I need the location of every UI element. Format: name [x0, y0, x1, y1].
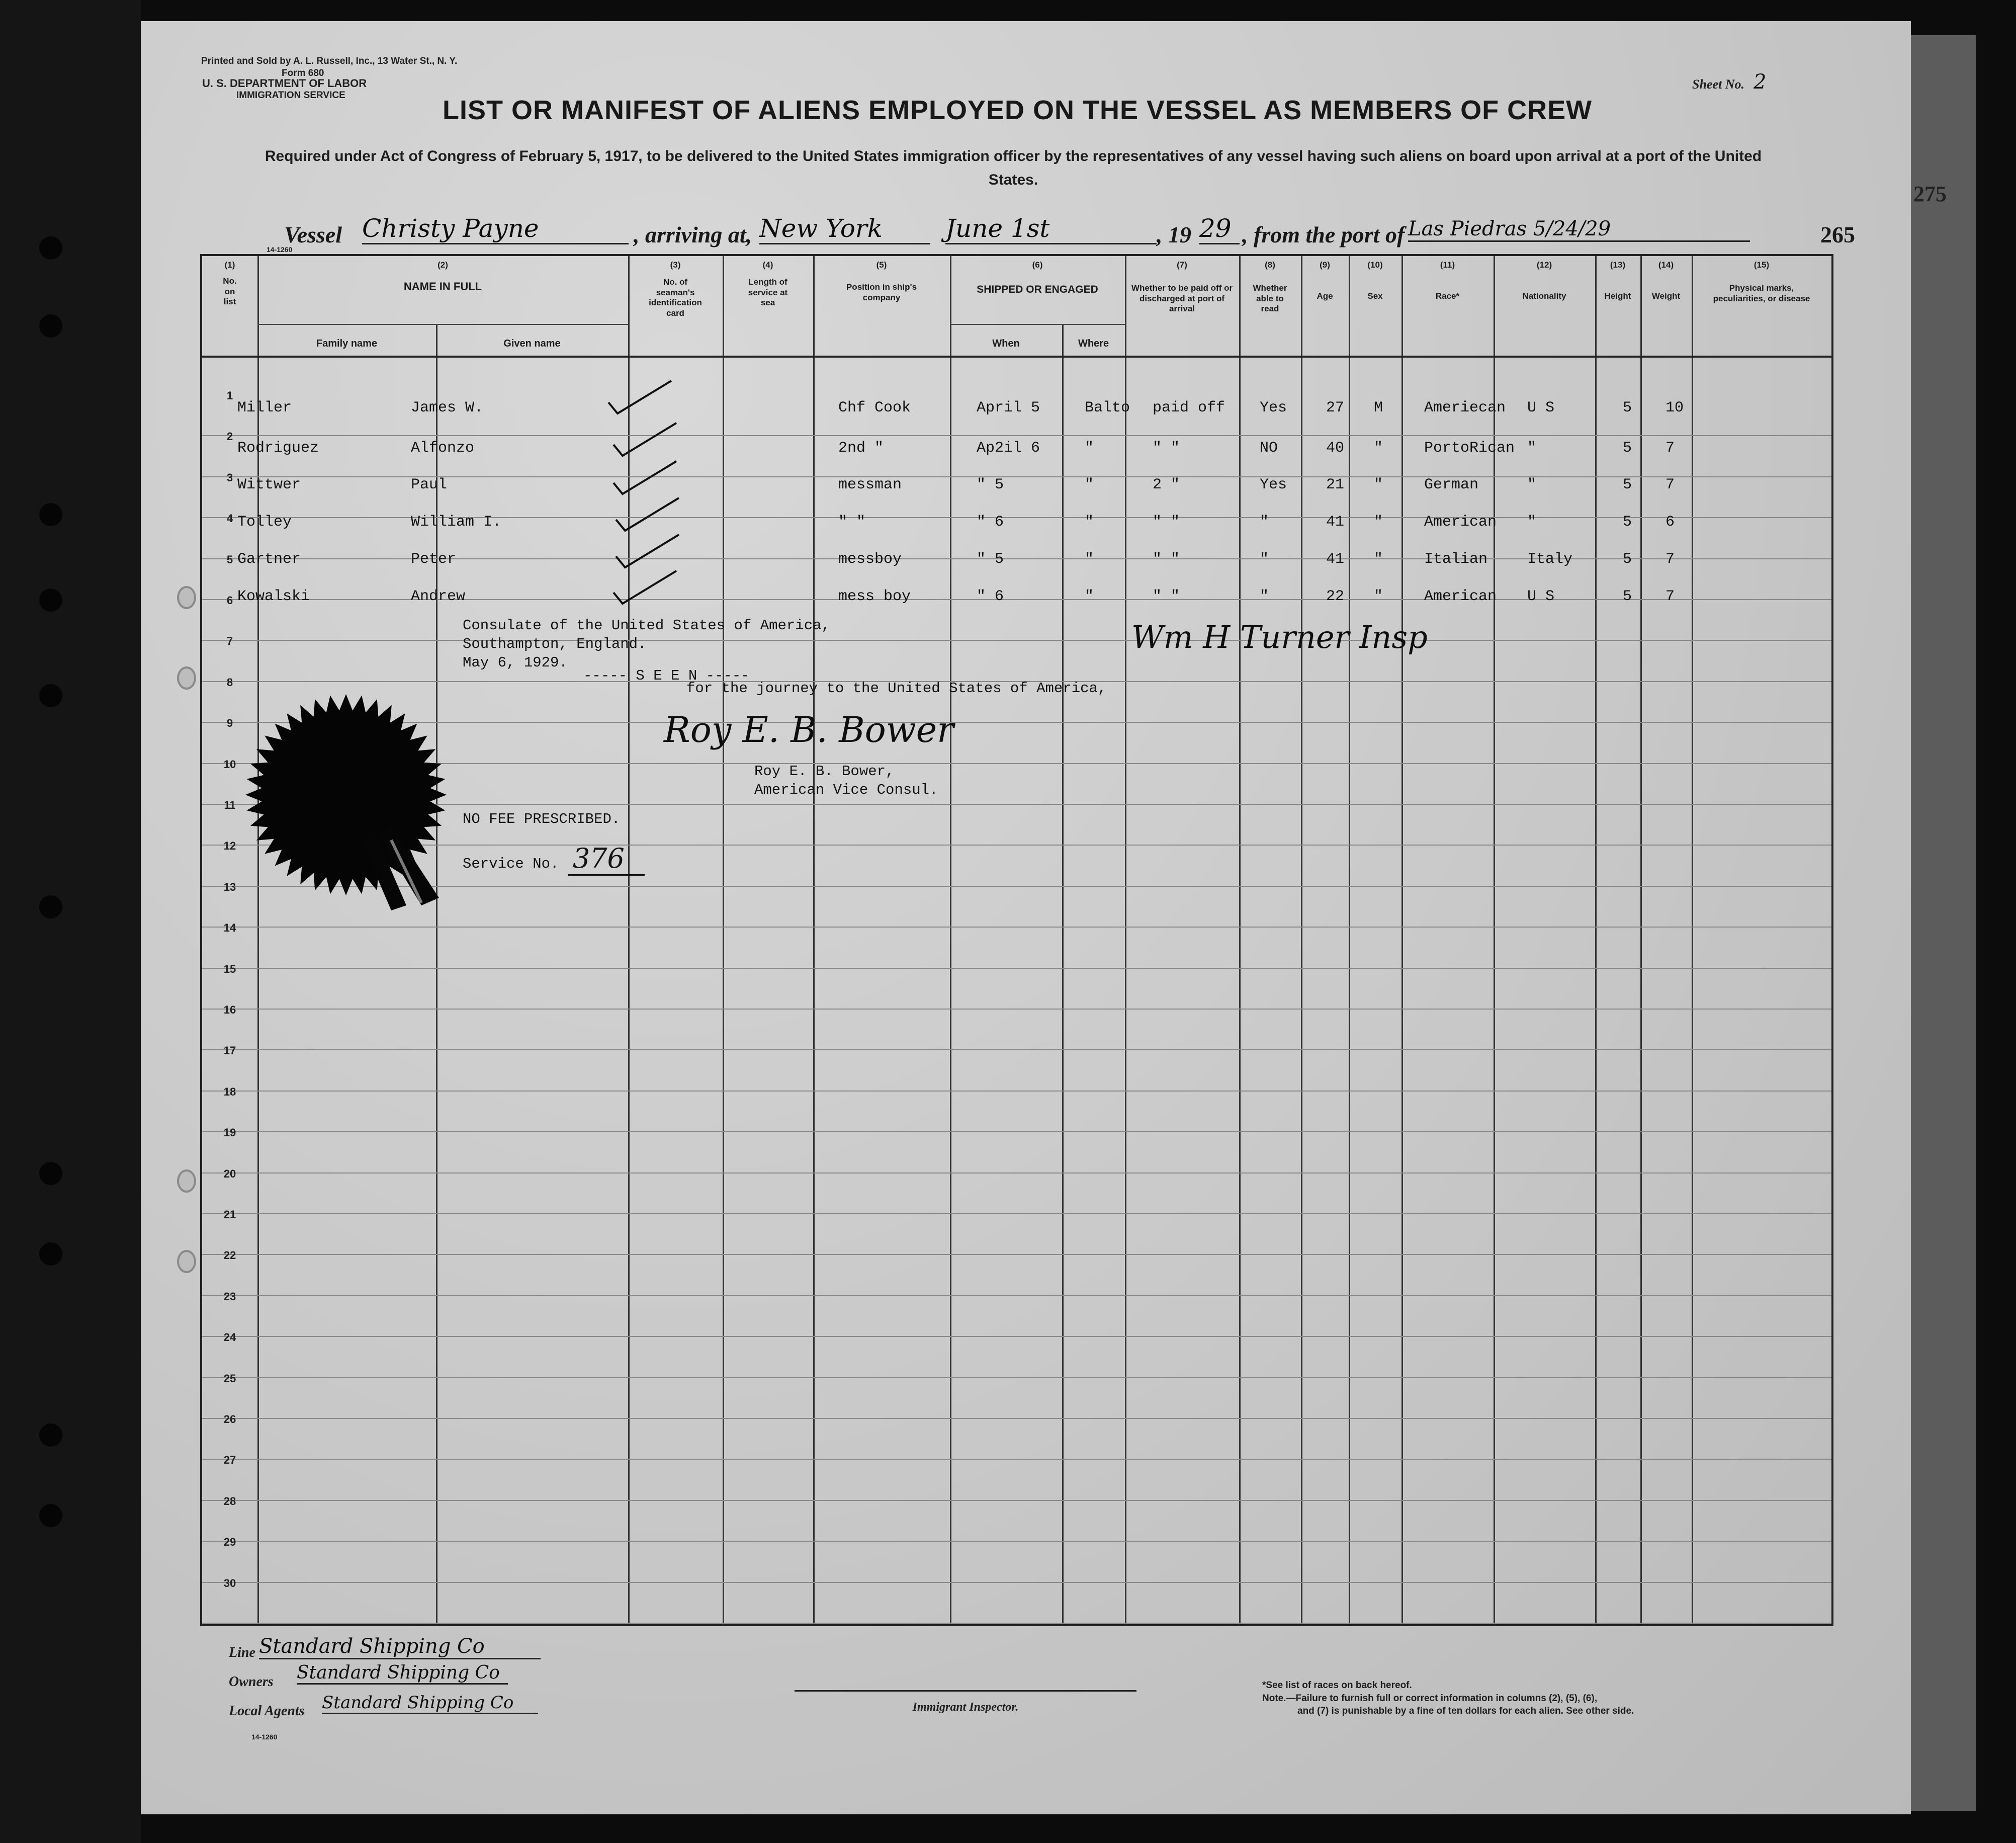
header-col-label: Weight	[1651, 291, 1681, 301]
cell-sex: "	[1374, 440, 1383, 457]
seen-stamp: ----- S E E N -----	[583, 667, 750, 684]
row-number: 14	[223, 922, 236, 935]
header-col-label: Nationality	[1522, 291, 1566, 301]
cell-where: "	[1085, 476, 1094, 493]
binder-hole	[39, 684, 62, 707]
punch-ring	[177, 1169, 196, 1193]
cell-age: 41	[1326, 514, 1345, 531]
arriving-label: , arriving at,	[634, 222, 752, 247]
cell-height: 5	[1623, 440, 1632, 457]
cell-read: "	[1260, 514, 1269, 531]
row-rule	[202, 1377, 1831, 1378]
owners-label: Owners	[229, 1674, 274, 1690]
header-col-number: (9)	[1320, 260, 1330, 270]
cell-position: messboy	[838, 551, 902, 568]
header-read	[1239, 260, 1301, 314]
cell-sex: "	[1374, 476, 1383, 493]
row-number: 19	[223, 1126, 236, 1139]
cell-given: Andrew	[411, 588, 466, 605]
form-label: Form 680	[282, 68, 324, 78]
binder-hole	[39, 236, 62, 260]
header-col-label: No. of seaman's identification card	[649, 277, 702, 318]
row-number: 7	[226, 635, 233, 648]
header-physical-marks	[1692, 260, 1831, 304]
header-col-number: (5)	[876, 260, 887, 270]
col-divider	[1301, 256, 1302, 1624]
cell-given: Alfonzo	[411, 440, 475, 457]
cell-height: 5	[1623, 476, 1632, 493]
header-subdivider	[950, 324, 1125, 325]
row-rule	[202, 1172, 1831, 1174]
cell-race: Italian	[1424, 551, 1488, 568]
cell-when: " 6	[977, 588, 1004, 605]
cell-position: " "	[838, 514, 866, 531]
header-col-label: NAME IN FULL	[403, 280, 482, 293]
header-col-number: (13)	[1610, 260, 1626, 270]
row-number: 6	[226, 594, 233, 607]
binder-hole	[39, 1423, 62, 1447]
col-divider	[1595, 256, 1597, 1624]
header-age	[1301, 260, 1349, 302]
header-col-number: (6)	[1032, 260, 1043, 270]
binder-hole	[39, 1504, 62, 1527]
consulate-date: May 6, 1929.	[463, 654, 568, 672]
cell-age: 40	[1326, 440, 1345, 457]
cell-weight: 7	[1666, 551, 1675, 568]
checkmark-icon	[611, 495, 681, 536]
wax-seal-icon	[240, 689, 452, 931]
row-number: 30	[223, 1576, 236, 1589]
row-number: 1	[226, 389, 233, 402]
cell-family: Gartner	[237, 551, 301, 568]
row-rule	[202, 968, 1831, 969]
checkmark-icon	[608, 568, 679, 609]
agents-value: Standard Shipping Co	[322, 1693, 538, 1714]
header-col-number: (2)	[437, 260, 448, 270]
cell-nationality: "	[1527, 440, 1537, 457]
header-col-number: (4)	[762, 260, 773, 270]
row-number: 25	[223, 1372, 236, 1385]
header-col-number: (1)	[224, 260, 235, 270]
consulate-endorsement	[463, 616, 830, 672]
col-divider	[1125, 256, 1126, 1624]
printer-line: Printed and Sold by A. L. Russell, Inc., 13 Water St., N. Y.	[201, 56, 458, 66]
header-col-number: (12)	[1536, 260, 1552, 270]
header-col-number: (3)	[670, 260, 681, 270]
col-divider	[257, 256, 259, 1624]
form-number: 265	[1820, 222, 1855, 247]
row-rule	[202, 640, 1831, 641]
cell-when: " 5	[977, 476, 1004, 493]
header-no	[202, 260, 257, 307]
cell-age: 41	[1326, 551, 1345, 568]
row-rule	[202, 1582, 1831, 1583]
cell-family: Miller	[237, 399, 292, 416]
vessel-name: Christy Payne	[362, 214, 629, 244]
header-race	[1401, 260, 1494, 302]
row-number: 10	[223, 758, 236, 771]
service-label: IMMIGRATION SERVICE	[236, 90, 345, 101]
header-col-number: (10)	[1367, 260, 1383, 270]
cell-given: Peter	[411, 551, 457, 568]
cell-read: "	[1260, 551, 1269, 568]
cell-position: Chf Cook	[838, 399, 911, 416]
row-rule	[202, 1336, 1831, 1337]
row-number: 3	[226, 471, 233, 484]
row-number: 28	[223, 1494, 236, 1507]
header-col-label: Height	[1604, 291, 1631, 301]
cell-height: 5	[1623, 514, 1632, 531]
col-divider	[1349, 256, 1350, 1624]
cell-weight: 10	[1666, 399, 1684, 416]
row-number: 13	[223, 880, 236, 893]
service-number	[463, 843, 645, 874]
cell-paid: " "	[1153, 588, 1180, 605]
consul-block	[754, 762, 938, 799]
cell-weight: 7	[1666, 440, 1675, 457]
cell-weight: 6	[1666, 514, 1675, 531]
cell-read: Yes	[1260, 476, 1287, 493]
col-divider	[1692, 256, 1693, 1624]
cell-race: American	[1424, 514, 1497, 531]
row-number: 12	[223, 840, 236, 853]
binder-hole	[39, 314, 62, 338]
row-rule	[202, 1131, 1831, 1132]
header-col-label: Race*	[1435, 291, 1460, 301]
back-page-number: 275	[1913, 182, 1947, 206]
cell-nationality: U S	[1527, 588, 1555, 605]
year-value: 29	[1199, 214, 1240, 244]
row-rule	[202, 1213, 1831, 1214]
punch-ring	[177, 666, 196, 690]
cell-race: American	[1424, 588, 1497, 605]
col-divider	[813, 256, 815, 1624]
row-rule	[202, 1418, 1831, 1419]
col-divider	[1494, 256, 1495, 1624]
row-number: 22	[223, 1249, 236, 1262]
cell-paid: " "	[1153, 514, 1180, 531]
row-number: 21	[223, 1208, 236, 1221]
cell-where: "	[1085, 514, 1094, 531]
cell-paid: " "	[1153, 551, 1180, 568]
header-shipped	[950, 260, 1125, 296]
footer-notes	[1262, 1679, 1634, 1718]
row-number: 5	[226, 553, 233, 566]
cell-age: 22	[1326, 588, 1345, 605]
form-code: 14-1260	[267, 245, 293, 254]
row-number: 20	[223, 1167, 236, 1180]
row-number: 9	[226, 717, 233, 730]
sheet-number-label: Sheet No.	[1692, 77, 1744, 92]
page-title: LIST OR MANIFEST OF ALIENS EMPLOYED ON THE VESSEL AS MEMBERS OF CREW	[443, 95, 1593, 125]
cell-sex: "	[1374, 551, 1383, 568]
line-value: Standard Shipping Co	[259, 1635, 541, 1659]
header-bottom-rule	[202, 356, 1831, 358]
header-service-length	[723, 260, 813, 308]
arriving-port: New York	[759, 214, 930, 244]
cell-when: " 5	[977, 551, 1004, 568]
fine-note-cont: and (7) is punishable by a fine of ten dollars for each alien. See other side.	[1297, 1706, 1634, 1717]
cell-when: Ap2il 6	[977, 440, 1040, 457]
cell-sex: "	[1374, 588, 1383, 605]
row-rule	[202, 1500, 1831, 1501]
cell-where: "	[1085, 551, 1094, 568]
cell-nationality: U S	[1527, 399, 1555, 416]
race-note: *See list of races on back hereof.	[1262, 1680, 1412, 1691]
row-number: 4	[226, 512, 233, 525]
cell-paid: " "	[1153, 440, 1180, 457]
vessel-label: Vessel	[284, 222, 342, 247]
sheet-number	[1692, 70, 1766, 94]
binder-hole	[39, 1162, 62, 1185]
back-sheet-edge	[1911, 35, 1976, 1811]
cell-family: Tolley	[237, 514, 292, 531]
cell-given: James W.	[411, 399, 484, 416]
cell-nationality: "	[1527, 514, 1537, 531]
page-subtitle: Required under Act of Congress of February 5, 1917, to be delivered to the United States immigration officer by the representatives of any vessel having such aliens on board upon arrival at a port of the United States.	[265, 148, 1762, 188]
consul-name: Roy E. B. Bower,	[754, 763, 895, 780]
row-rule	[202, 1254, 1831, 1255]
owners-value: Standard Shipping Co	[297, 1662, 508, 1685]
agents-label: Local Agents	[229, 1703, 305, 1719]
col-divider	[1239, 256, 1241, 1624]
cell-sex: "	[1374, 514, 1383, 531]
header-height	[1595, 260, 1640, 302]
checkmark-icon	[611, 532, 681, 572]
header-col-label: Position in ship's company	[846, 282, 917, 302]
cell-position: 2nd "	[838, 440, 884, 457]
sheet-number-value: 2	[1754, 70, 1767, 94]
department-label: U. S. DEPARTMENT OF LABOR	[202, 77, 367, 90]
cell-weight: 7	[1666, 588, 1675, 605]
row-rule	[202, 1295, 1831, 1296]
cell-height: 5	[1623, 588, 1632, 605]
col-divider	[950, 256, 951, 1624]
row-rule	[202, 1541, 1831, 1542]
header-where: Where	[1078, 338, 1109, 349]
cell-family: Wittwer	[237, 476, 301, 493]
header-name	[257, 260, 628, 294]
checkmark-icon	[603, 378, 674, 418]
header-position	[813, 260, 950, 303]
row-number: 29	[223, 1536, 236, 1549]
row-number: 24	[223, 1331, 236, 1344]
header-col-number: (8)	[1265, 260, 1275, 270]
consul-title: American Vice Consul.	[754, 782, 938, 799]
cell-position: mess boy	[838, 588, 911, 605]
year-label: , 19	[1157, 222, 1191, 247]
cell-when: April 5	[977, 399, 1040, 416]
row-rule	[202, 1009, 1831, 1010]
cell-position: messman	[838, 476, 902, 493]
binder-hole	[39, 503, 62, 526]
footer-form-code: 14-1260	[251, 1733, 278, 1741]
row-rule	[202, 1049, 1831, 1050]
header-col-label: Age	[1317, 291, 1333, 301]
service-number-label: Service No.	[463, 856, 559, 872]
cell-where: "	[1085, 440, 1094, 457]
row-number: 26	[223, 1413, 236, 1426]
row-number: 17	[223, 1044, 236, 1057]
header-col-label: Length of service at sea	[748, 277, 788, 308]
inspector-line: Immigrant Inspector.	[795, 1690, 1136, 1714]
cell-family: Rodriguez	[237, 440, 319, 457]
from-port-label: , from the port of	[1242, 222, 1405, 247]
cell-paid: paid off	[1153, 399, 1225, 416]
cell-when: " 6	[977, 514, 1004, 531]
row-number: 23	[223, 1290, 236, 1303]
row-rule	[202, 1459, 1831, 1460]
arrival-date: June 1st	[945, 214, 1157, 244]
binder-hole	[39, 1242, 62, 1266]
journey-text: for the journey to the United States of America,	[686, 680, 1107, 697]
binder-hole	[39, 895, 62, 918]
header-when: When	[992, 338, 1020, 349]
header-col-label: Whether able to read	[1253, 283, 1287, 314]
col-divider	[1401, 256, 1403, 1624]
cell-race: PortoRican	[1424, 440, 1515, 457]
row-rule	[202, 1623, 1831, 1624]
row-number: 18	[223, 1085, 236, 1098]
fine-note: Note.—Failure to furnish full or correct information in columns (2), (5), (6),	[1262, 1693, 1598, 1704]
checkmark-icon	[608, 459, 679, 499]
header-col-number: (11)	[1440, 260, 1455, 270]
cell-read: NO	[1260, 440, 1278, 457]
row-number: 16	[223, 1003, 236, 1016]
consul-signature: Roy E. B. Bower	[664, 709, 954, 750]
manifest-table	[200, 254, 1833, 1626]
cell-given: William I.	[411, 514, 502, 531]
cell-race: Ameriecan	[1424, 399, 1506, 416]
checkmark-icon	[608, 421, 679, 461]
header-given-name: Given name	[503, 338, 561, 349]
cell-race: German	[1424, 476, 1479, 493]
header-col-number: (14)	[1658, 260, 1674, 270]
col-divider	[1640, 256, 1642, 1624]
cell-height: 5	[1623, 399, 1632, 416]
header-col-label: SHIPPED OR ENGAGED	[977, 284, 1098, 296]
header-paid-off	[1125, 260, 1239, 314]
fee-text: NO FEE PRESCRIBED.	[463, 811, 621, 827]
cell-family: Kowalski	[237, 588, 310, 605]
header-col-label: Sex	[1367, 291, 1383, 301]
consulate-line: Southampton, England.	[463, 636, 647, 653]
header-id-card	[628, 260, 723, 318]
row-rule	[202, 1091, 1831, 1092]
header-subdivider	[257, 324, 628, 325]
header-col-number: (15)	[1754, 260, 1770, 270]
punch-ring	[177, 586, 196, 609]
cell-nationality: "	[1527, 476, 1537, 493]
header-col-label: Whether to be paid off or discharged at port of arrival	[1131, 283, 1233, 314]
cell-nationality: Italy	[1527, 551, 1573, 568]
cell-age: 21	[1326, 476, 1345, 493]
cell-given: Paul	[411, 476, 448, 493]
col-divider	[1062, 324, 1064, 1624]
cell-age: 27	[1326, 399, 1345, 416]
header-col-number: (7)	[1177, 260, 1187, 270]
row-rule	[202, 435, 1831, 436]
header-col-label: Physical marks, peculiarities, or disease	[1713, 283, 1810, 303]
header-sex	[1349, 260, 1401, 302]
row-number: 15	[223, 962, 236, 975]
header-family-name: Family name	[316, 338, 378, 349]
cell-where: "	[1085, 588, 1094, 605]
cell-where: Balto	[1085, 399, 1130, 416]
service-number-value: 376	[568, 843, 645, 876]
header-col-label: No. on list	[223, 276, 237, 307]
line-label: Line	[229, 1645, 255, 1660]
header-nationality	[1494, 260, 1595, 302]
cell-read: Yes	[1260, 399, 1287, 416]
row-number: 11	[224, 799, 236, 811]
binder-strip	[0, 0, 141, 1843]
row-number: 8	[226, 676, 233, 689]
cell-paid: 2 "	[1153, 476, 1180, 493]
header-weight	[1640, 260, 1692, 302]
cell-height: 5	[1623, 551, 1632, 568]
col-divider	[723, 256, 724, 1624]
punch-ring	[177, 1250, 196, 1273]
row-number: 27	[223, 1454, 236, 1467]
cell-sex: M	[1374, 399, 1383, 416]
cell-weight: 7	[1666, 476, 1675, 493]
consulate-line: Consulate of the United States of America,	[463, 617, 830, 634]
inspector-signature: Wm H Turner Insp	[1131, 619, 1428, 655]
cell-read: "	[1260, 588, 1269, 605]
row-number: 2	[226, 430, 233, 443]
from-port-value: Las Piedras 5/24/29	[1408, 217, 1750, 242]
binder-hole	[39, 589, 62, 612]
